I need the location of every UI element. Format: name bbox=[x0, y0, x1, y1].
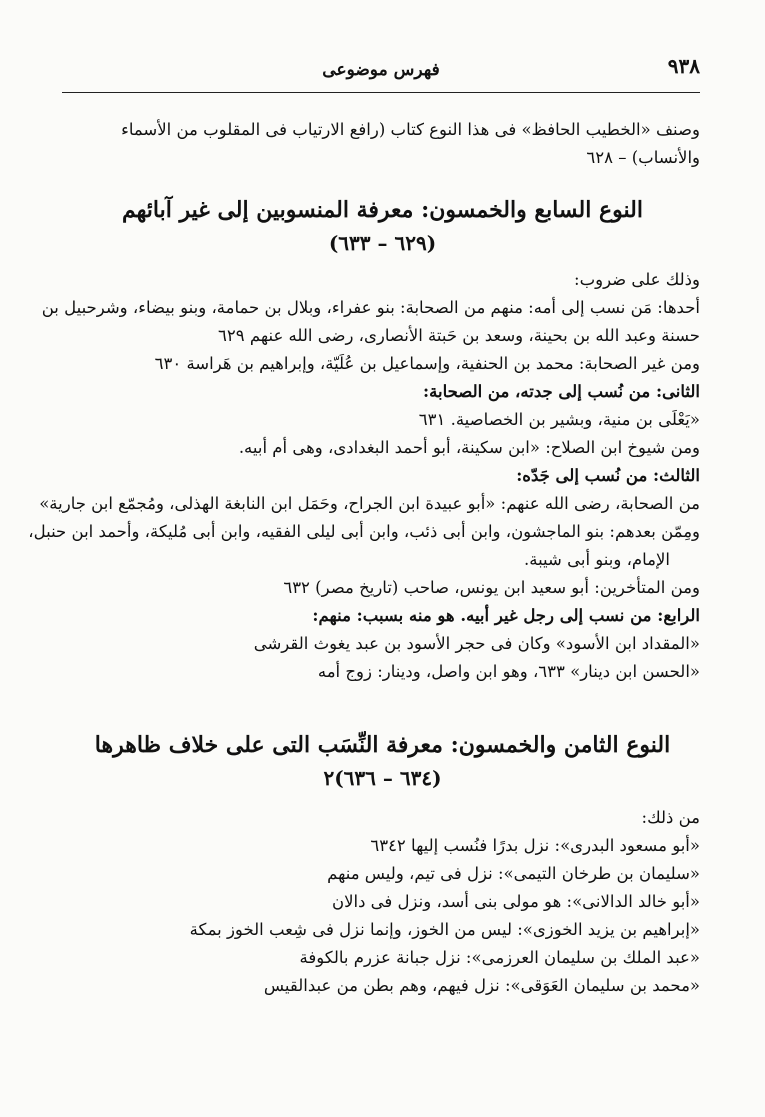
section-57-range: (٦٢٩ – ٦٣٣) bbox=[328, 231, 437, 255]
section-58-range: (٦٣٤ – ٦٣٦)٢ bbox=[323, 766, 442, 790]
page-number: ٩٣٨ bbox=[667, 54, 700, 78]
text-line: «أبو خالد الدالانى»: هو مولى بنى أسد، ونزل فى دالان bbox=[331, 892, 700, 911]
text-line: «المقداد ابن الأسود» وكان فى حجر الأسود بن عبد يغوث القرشى bbox=[253, 634, 700, 653]
text-line: الإمام، وبنو أبى شيبة. bbox=[523, 550, 670, 569]
running-title: فهرس موضوعى bbox=[322, 60, 440, 80]
text-line: الثالث: من نُسب إلى جَدّه: bbox=[516, 466, 700, 485]
text-line: «الحسن ابن دينار» ٦٣٣، وهو ابن واصل، ودينار: زوج أمه bbox=[317, 662, 700, 681]
intro-line: وصنف «الخطيب الحافظ» فى هذا النوع كتاب (رافع الارتياب فى المقلوب من الأسماء bbox=[121, 120, 700, 139]
text-line: «يَعْلَى بن منية، وبشير بن الخصاصية. ٦٣١ bbox=[418, 410, 700, 429]
text-line: أحدها: مَن نسب إلى أمه: منهم من الصحابة: بنو عفراء، وبلال بن حمامة، وبنو بيضاء، وشرحبيل بن bbox=[41, 298, 700, 317]
text-line: «سليمان بن طرخان التيمى»: نزل فى تيم، وليس منهم bbox=[327, 864, 700, 883]
text-line: الثانى: من نُسب إلى جدته، من الصحابة: bbox=[423, 382, 700, 401]
text-line: ومن غير الصحابة: محمد بن الحنفية، وإسماعيل بن عُلَيّة، وإبراهيم بن هَراسة ٦٣٠ bbox=[154, 354, 700, 373]
text-line: حسنة وعبد الله بن بحينة، وسعد بن حَبتة الأنصارى، رضى الله عنهم ٦٢٩ bbox=[218, 326, 700, 345]
section-58-title: النوع الثامن والخمسون: معرفة النِّسَب التى على خلاف ظاهرها bbox=[94, 732, 671, 758]
page-header bbox=[62, 52, 700, 93]
text-line: «عبد الملك بن سليمان العرزمى»: نزل جبانة عزرم بالكوفة bbox=[299, 948, 700, 967]
text-line: «محمد بن سليمان العَوَقى»: نزل فيهم، وهم بطن من عبدالقيس bbox=[263, 976, 700, 995]
text-line: ومِمّن بعدهم: بنو الماجشون، وابن أبى ذئب، وابن أبى ليلى الفقيه، وابن أبى مُليكة، وأحمد ابن حنبل، bbox=[28, 522, 700, 541]
section-57-title: النوع السابع والخمسون: معرفة المنسوبين إلى غير آبائهم bbox=[122, 197, 643, 223]
text-line: الرابع: من نسب إلى رجل غير أبيه. هو منه بسبب: منهم: bbox=[312, 606, 700, 625]
text-line: من الصحابة، رضى الله عنهم: «أبو عبيدة ابن الجراح، وحَمَل ابن النابغة الهذلى، ومُجمّع ابن جارية» bbox=[39, 494, 700, 513]
text-line: «إبراهيم بن يزيد الخوزى»: ليس من الخوز، وإنما نزل فى شِعب الخوز بمكة bbox=[189, 920, 700, 939]
text-line: وذلك على ضروب: bbox=[574, 270, 700, 289]
text-line: من ذلك: bbox=[641, 808, 700, 827]
intro-line: والأنساب) – ٦٢٨ bbox=[586, 148, 700, 167]
text-line: «أبو مسعود البدرى»: نزل بدرًا فنُسب إليها ٦٣٤٢ bbox=[370, 836, 700, 855]
text-line: ومن المتأخرين: أبو سعيد ابن يونس، صاحب (تاريخ مصر) ٦٣٢ bbox=[283, 578, 700, 597]
text-line: ومن شيوخ ابن الصلاح: «ابن سكينة، أبو أحمد البغدادى، وهى أم أبيه. bbox=[238, 438, 700, 457]
